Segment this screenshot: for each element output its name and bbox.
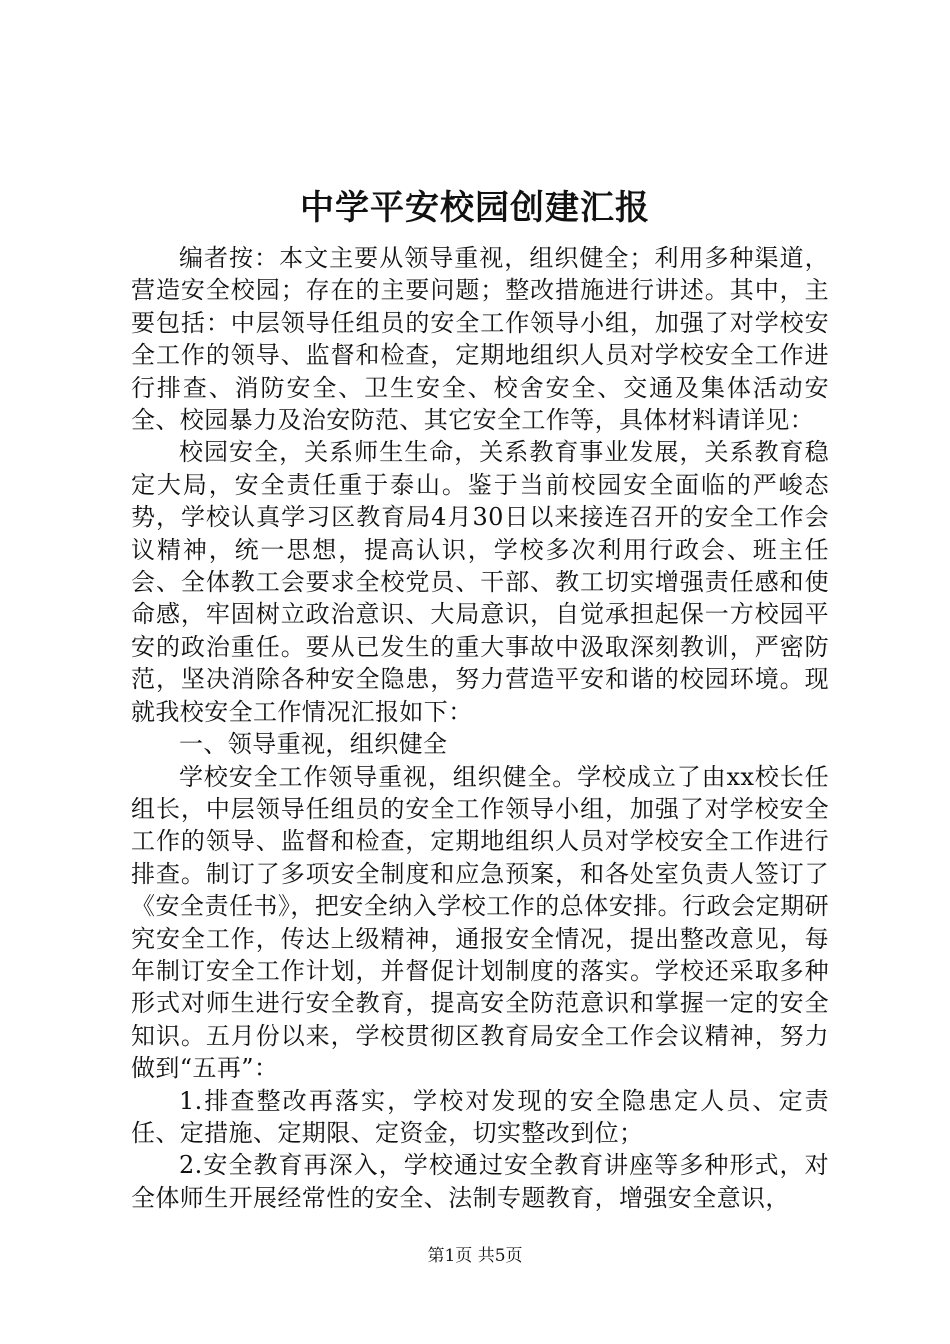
intro-paragraph: 校园安全，关系师生生命，关系教育事业发展，关系教育稳定大局，安全责任重于泰山。鉴于当前校园安全面临的严峻态势，学校认真学习区教育局4月30日以来接连召开的安全工作会议精神，统一思想，提高认识，学校多次利用行政会、班主任会、全体教工会要求全校党员、干部、教工切实增强责任感和使命感，牢固树立政治意识、大局意识，自觉承担起保一方校园平安的政治重任。要从已发生的重大事故中汲取深刻教训，严密防范，坚决消除各种安全隐患，努力营造平安和谐的校园环境。现就我校安全工作情况汇报如下： [131, 438, 829, 726]
document-title: 中学平安校园创建汇报 [300, 188, 650, 228]
page-number-footer: 第1页 共5页 [427, 1246, 523, 1266]
document-body [131, 242, 829, 1214]
list-item-1: 1.排查整改再落实，学校对发现的安全隐患定人员、定责任、定措施、定期限、定资金，切实整改到位； [131, 1086, 829, 1147]
list-item-2: 2.安全教育再深入，学校通过安全教育讲座等多种形式，对全体师生开展经常性的安全、法制专题教育，增强安全意识， [131, 1151, 829, 1212]
editor-note-paragraph: 编者按：本文主要从领导重视，组织健全；利用多种渠道，营造安全校园；存在的主要问题；整改措施进行讲述。其中，主要包括：中层领导任组员的安全工作领导小组，加强了对学校安全工作的领导、监督和检查，定期地组织人员对学校安全工作进行排查、消防安全、卫生安全、校舍安全、交通及集体活动安全、校园暴力及治安防范、其它安全工作等，具体材料请详见： [131, 244, 829, 435]
section-heading: 一、领导重视，组织健全 [179, 730, 448, 759]
section-paragraph: 学校安全工作领导重视，组织健全。学校成立了由xx校长任组长，中层领导任组员的安全工作领导小组，加强了对学校安全工作的领导、监督和检查，定期地组织人员对学校安全工作进行排查。制订了多项安全制度和应急预案，和各处室负责人签订了《安全责任书》，把安全纳入学校工作的总体安排。行政会定期研究安全工作，传达上级精神，通报安全情况，提出整改意见，每年制订安全工作计划，并督促计划制度的落实。学校还采取多种形式对师生进行安全教育，提高安全防范意识和掌握一定的安全知识。五月份以来，学校贯彻区教育局安全工作会议精神，努力做到“五再”： [131, 762, 829, 1083]
